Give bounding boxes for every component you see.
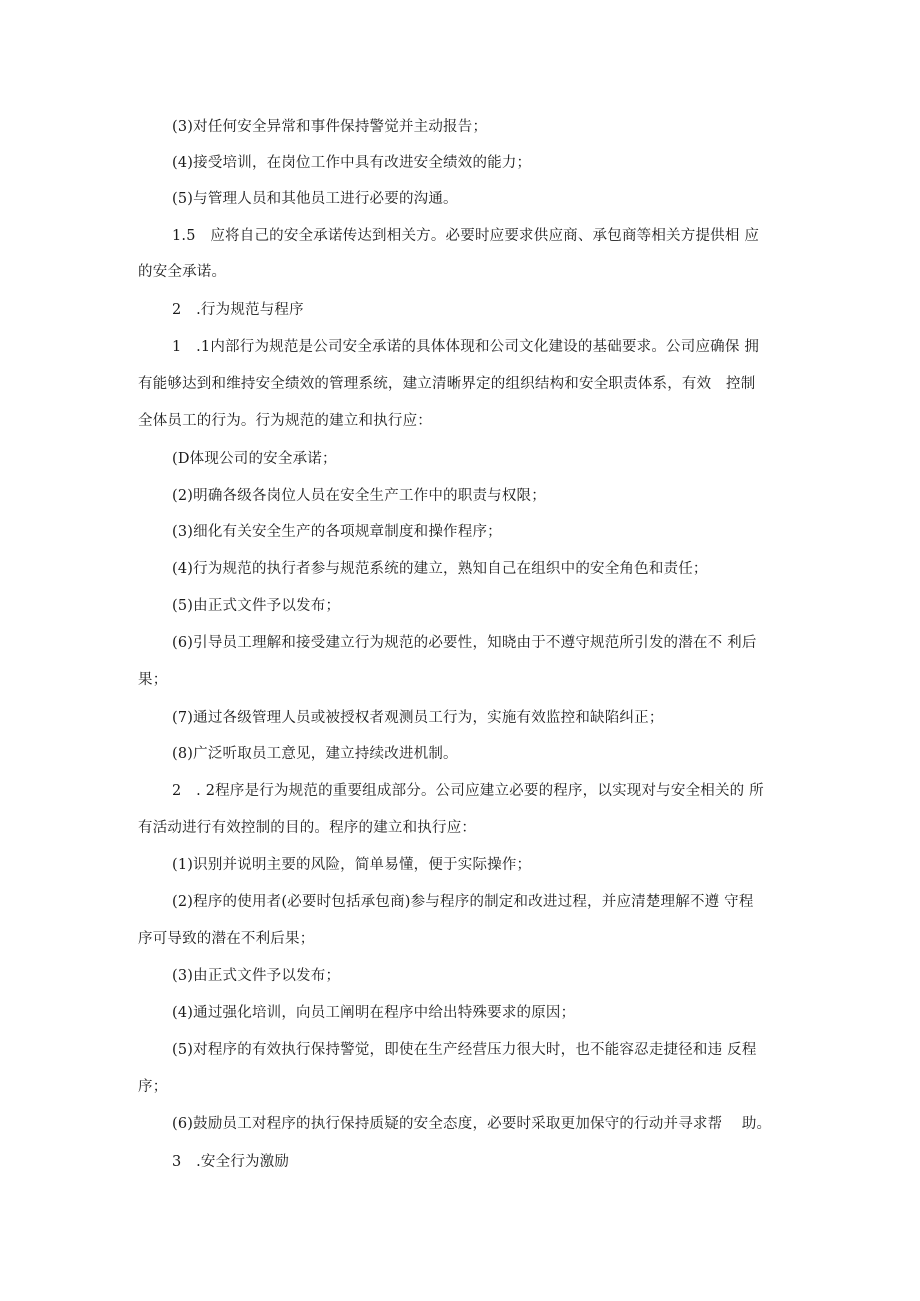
section-heading: 2 .行为规范与程序 [172, 302, 304, 318]
text-line: (7)通过各级管理人员或被授权者观测员工行为，实施有效监控和缺陷纠正； [172, 710, 664, 726]
text-line: (1)识别并说明主要的风险，简单易懂，便于实际操作； [172, 857, 532, 873]
text-line: 1.5 应将自己的安全承诺传达到相关方。必要时应要求供应商、承包商等相关方提供相 应 [172, 228, 760, 244]
text-line: (8)广泛听取员工意见，建立持续改进机制。 [172, 746, 458, 762]
text-line: (2)程序的使用者(必要时包括承包商)参与程序的制定和改进过程，并应清楚理解不遵 守程 [172, 894, 754, 910]
section-heading: 3 .安全行为激励 [172, 1154, 290, 1170]
text-line: (5)由正式文件予以发布； [172, 598, 341, 614]
text-line: (D体现公司的安全承诺； [172, 451, 337, 467]
text-line: (6)引导员工理解和接受建立行为规范的必要性，知晓由于不遵守规范所引发的潜在不 利后 [172, 635, 757, 651]
text-line: 全体员工的行为。行为规范的建立和执行应： [138, 413, 432, 429]
text-line: (4)接受培训，在岗位工作中具有改进安全绩效的能力； [172, 155, 532, 171]
text-line: 有活动进行有效控制的目的。程序的建立和执行应： [138, 820, 477, 836]
text-line: (4)通过强化培训，向员工阐明在程序中给出特殊要求的原因； [172, 1005, 576, 1021]
text-line: (5)对程序的有效执行保持警觉，即使在生产经营压力很大时，也不能容忍走捷径和违 反程 [172, 1042, 757, 1058]
text-line: (4)行为规范的执行者参与规范系统的建立，熟知自己在组织中的安全角色和责任； [172, 561, 708, 577]
text-line: 有能够达到和维持安全绩效的管理系统，建立清晰界定的组织结构和安全职责体系，有效 控制 [138, 376, 756, 392]
text-line: (3)细化有关安全生产的各项规章制度和操作程序； [172, 524, 502, 540]
text-line: 2 . 2程序是行为规范的重要组成部分。公司应建立必要的程序，以实现对与安全相关的 所 [172, 783, 764, 799]
text-line: 序可导致的潜在不利后果； [138, 931, 315, 947]
text-line: (3)由正式文件予以发布； [172, 968, 341, 984]
text-line: 的安全承诺。 [138, 264, 227, 280]
text-line: (3)对任何安全异常和事件保持警觉并主动报告； [172, 119, 488, 135]
text-line: 序； [138, 1079, 168, 1095]
text-line: (5)与管理人员和其他员工进行必要的沟通。 [172, 191, 458, 207]
text-line: (6)鼓励员工对程序的执行保持质疑的安全态度，必要时采取更加保守的行动并寻求帮 助。 [172, 1116, 772, 1132]
text-line: 1 .1内部行为规范是公司安全承诺的具体体现和公司文化建设的基础要求。公司应确保 拥 [172, 339, 760, 355]
text-line: 果； [138, 672, 168, 688]
text-line: (2)明确各级各岗位人员在安全生产工作中的职责与权限； [172, 488, 546, 504]
